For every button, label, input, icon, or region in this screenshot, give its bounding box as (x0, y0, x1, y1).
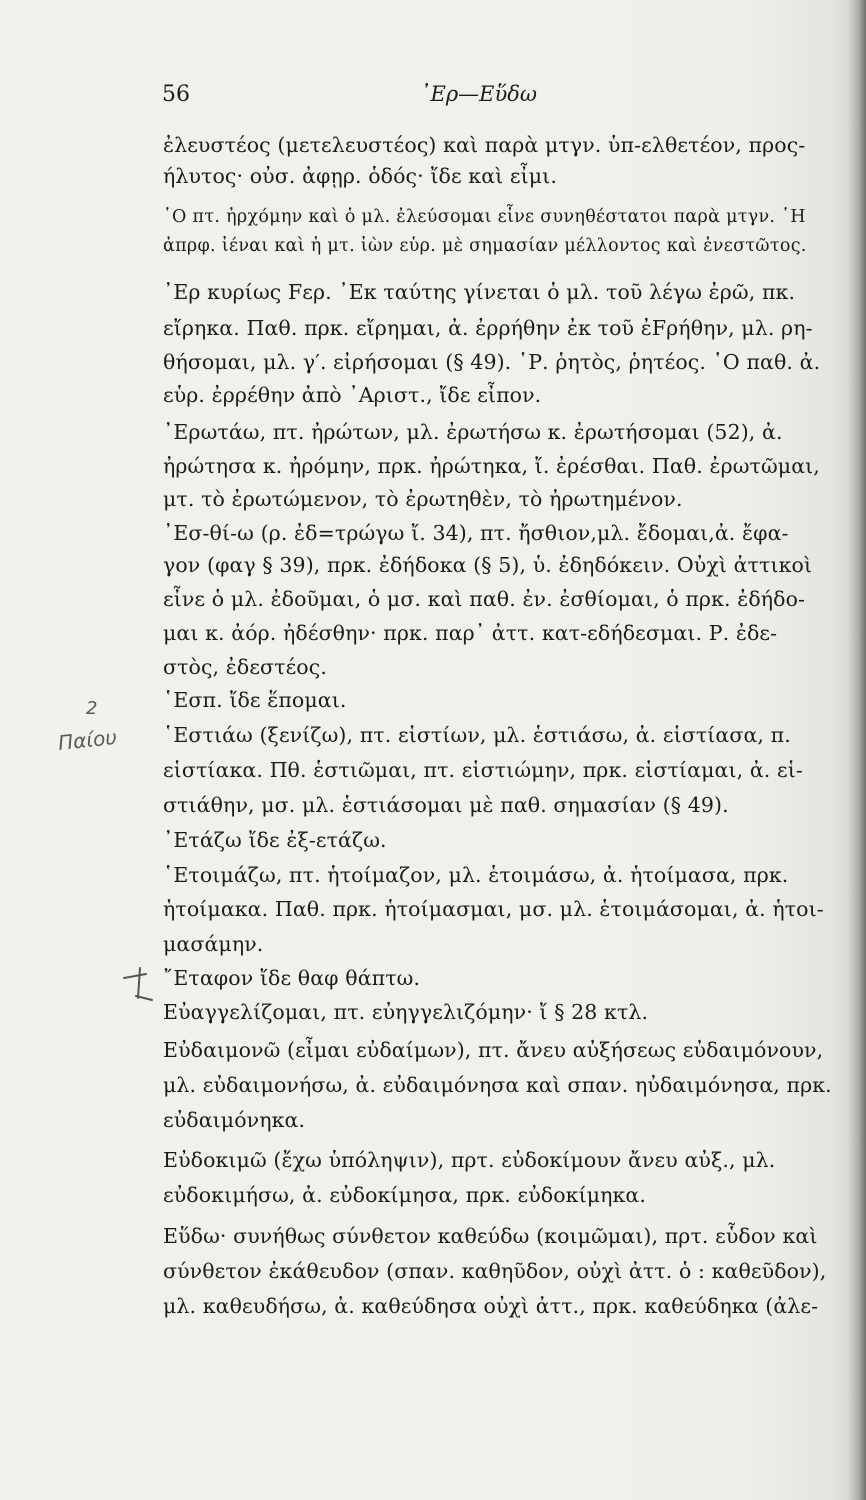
text-line: εὐδαιμόνηκα. (163, 1108, 306, 1132)
text-line: ἠρώτησα κ. ἠρόμην, πρκ. ἠρώτηκα, ἴ. ἐρέσθαι. Παθ. ἐρωτῶμαι, (163, 454, 820, 478)
text-line: Εὐαγγελίζομαι, πτ. εὐηγγελιζόμην· ἴ § 28 κτλ. (163, 1000, 649, 1024)
text-line: σύνθετον ἐκάθευδον (σπαν. καθηῦδον, οὐχὶ ἀττ. ὁ : καθεῦδον), (163, 1259, 827, 1283)
page-header (162, 82, 842, 122)
text-line: ᾿Ετάζω ἴδε ἐξ-ετάζω. (163, 828, 387, 852)
page-edge-shadow (848, 0, 866, 1500)
text-line: μτ. τὸ ἐρωτώμενον, τὸ ἐρωτηθὲν, τὸ ἠρωτημένον. (163, 487, 683, 511)
handwritten-cross-mark-icon (118, 960, 168, 1010)
text-line: ῾Εστιάω (ξενίζω), πτ. εἱστίων, μλ. ἑστιάσω, ἀ. εἱστίασα, π. (163, 723, 791, 747)
text-line: Εὕδω· συνήθως σύνθετον καθεύδω (κοιμῶμαι), πρτ. εὗδον καὶ (163, 1224, 818, 1248)
handwritten-margin-note (58, 698, 158, 768)
text-line: στιάθην, μσ. μλ. ἑστιάσομαι μὲ παθ. σημασίαν (§ 49). (163, 793, 729, 817)
page-number: 56 (162, 82, 190, 107)
margin-note-word: Παίου (56, 724, 118, 756)
text-line: μασάμην. (163, 932, 264, 956)
text-line: ῾Ο πτ. ἠρχόμην καὶ ὁ μλ. ἐλεύσομαι εἶνε συνηθέστατοι παρὰ μτγν. ῾Η (163, 207, 806, 227)
text-line: μλ. καθευδήσω, ἀ. καθεύδησα οὐχὶ ἀττ., πρκ. καθεύδηκα (ἀλε- (163, 1294, 819, 1318)
text-line: ῎Εταφον ἴδε θαφ θάπτω. (163, 966, 421, 990)
text-line: εἴρηκα. Παθ. πρκ. εἴρημαι, ἀ. ἐρρήθην ἐκ τοῦ ἐFρήθην, μλ. ρη- (163, 316, 813, 340)
text-line: Εὐδαιμονῶ (εἶμαι εὐδαίμων), πτ. ἄνευ αὐξήσεως εὐδαιμόνουν, (163, 1038, 824, 1062)
margin-note-number: 2 (86, 698, 98, 719)
running-title: ᾿Ερ—Εὕδω (420, 82, 538, 106)
text-line: ἐλευστέος (μετελευστέος) καὶ παρὰ μτγν. ὑπ-ελθετέον, προς- (163, 133, 806, 157)
text-line: ῾Ετοιμάζω, πτ. ἡτοίμαζον, μλ. ἑτοιμάσω, ἀ. ἡτοίμασα, πρκ. (163, 863, 789, 887)
text-line: ᾿Ερ κυρίως Fερ. ᾿Εκ ταύτης γίνεται ὁ μλ. τοῦ λέγω ἐρῶ, πκ. (163, 280, 796, 304)
text-line: ἀπρφ. ἰέναι καὶ ἡ μτ. ἰὼν εὑρ. μὲ σημασίαν μέλλοντος καὶ ἐνεστῶτος. (163, 236, 807, 256)
text-line: μλ. εὐδαιμονήσω, ἀ. εὐδαιμόνησα καὶ σπαν. ηὐδαιμόνησα, πρκ. (163, 1073, 832, 1097)
text-line: Εὐδοκιμῶ (ἔχω ὑπόληψιν), πρτ. εὐδοκίμουν ἄνευ αὐξ., μλ. (163, 1148, 776, 1172)
text-line: εὑρ. ἐρρέθην ἀπὸ ᾿Αριστ., ἴδε εἶπον. (163, 383, 542, 407)
text-line: ἡτοίμακα. Παθ. πρκ. ἡτοίμασμαι, μσ. μλ. ἑτοιμάσομαι, ἀ. ἡτοι- (163, 897, 824, 921)
text-line: ῾Εσπ. ἴδε ἕπομαι. (163, 688, 347, 712)
text-line: εὐδοκιμήσω, ἀ. εὐδοκίμησα, πρκ. εὐδοκίμηκα. (163, 1183, 646, 1207)
text-line: μαι κ. ἀόρ. ἠδέσθην· πρκ. παρ᾿ ἀττ. κατ-εδήδεσμαι. Ρ. ἐδε- (163, 621, 778, 645)
text-line: στὸς, ἐδεστέος. (163, 655, 327, 679)
text-line: ᾿Ερωτάω, πτ. ἠρώτων, μλ. ἐρωτήσω κ. ἐρωτήσομαι (52), ἀ. (163, 420, 783, 444)
text-line: ᾿Εσ-θί-ω (ρ. ἐδ=τρώγω ἴ. 34), πτ. ἤσθιον,μλ. ἔδομαι,ἀ. ἔφα- (163, 521, 789, 545)
text-line: ήλυτος· οὐσ. ἀφῃρ. ὁδός· ἴδε καὶ εἶμι. (163, 164, 557, 188)
text-line: γον (φαγ § 39), πρκ. ἐδήδοκα (§ 5), ὑ. ἐδηδόκειν. Οὐχὶ ἀττικοὶ (163, 553, 813, 577)
text-line: εἱστίακα. Πθ. ἑστιῶμαι, πτ. εἱστιώμην, πρκ. εἱστίαμαι, ἀ. εἱ- (163, 758, 803, 782)
text-line: θήσομαι, μλ. γ′. εἰρήσομαι (§ 49). ῾Ρ. ῥητὸς, ῥητέος. ῾Ο παθ. ἀ. (163, 350, 821, 374)
text-line: εἶνε ὁ μλ. ἐδοῦμαι, ὁ μσ. καὶ παθ. ἐν. ἐσθίομαι, ὁ πρκ. ἐδήδο- (163, 587, 806, 611)
